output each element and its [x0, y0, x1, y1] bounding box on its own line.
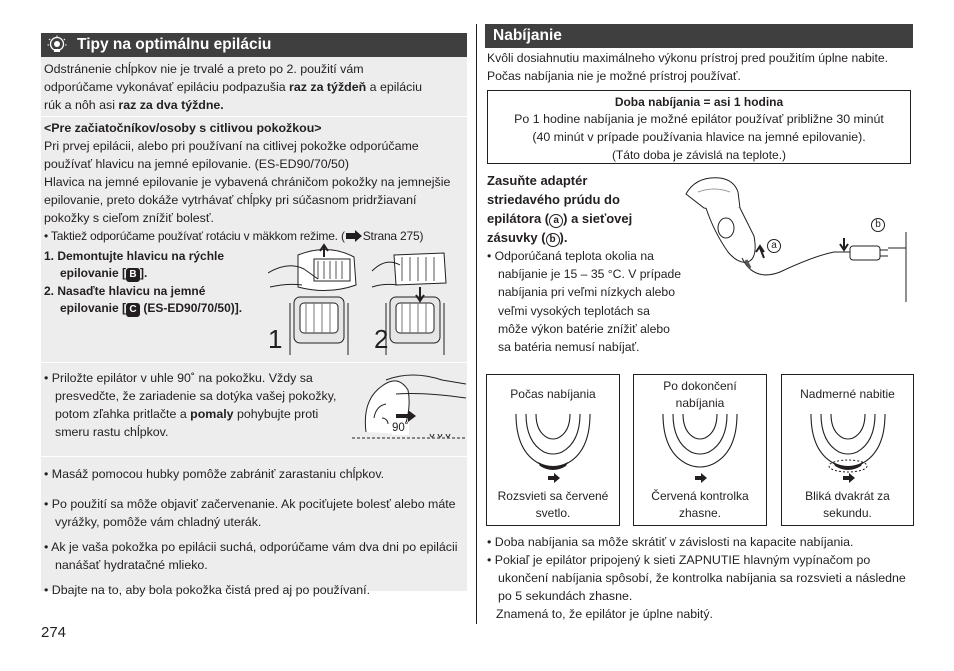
callout-a: a	[549, 214, 563, 228]
beginners-bullet: • Taktiež odporúčame používať rotáciu v mäkkom režime. ( Strana 275)	[44, 228, 424, 243]
tip-item: • Ak je vaša pokožka po epilácii suchá, odporúčame vám dva dni po epilácii nanášať hydratačné mlieko.	[44, 539, 458, 572]
tip-item: • Dbajte na to, aby bola pokožka čistá pred aj po používaní.	[44, 582, 371, 597]
note-final: Znamená to, že epilátor je úplne nabitý.	[496, 606, 713, 621]
callout-b: b	[546, 233, 560, 247]
indicator-led-icon	[655, 412, 745, 484]
tips-intro: Odstránenie chĺpkov nie je trvalé a preto po 2. použití vám odporúčame vykonávať epiláciu podpazušia raz za týždeň a epiláciu rúk a nôh asi raz za dva týždne.	[44, 62, 422, 112]
badge-c: C	[126, 303, 140, 317]
charging-intro: Kvôli dosiahnutiu maximálneho výkonu prístroj pred použitím úplne nabite. Počas nabíjania nie je možné prístroj používať.	[487, 51, 889, 83]
step-figure-1: 1	[268, 324, 283, 354]
figure-label-b: b	[871, 218, 885, 232]
note-item: • Pokiaľ je epilátor pripojený k sieti ZAPNUTIE hlavným vypínačom po ukončení nabíjania spôsobí, že kontrolka nabíjania sa rozsvieti a následne po 5 sekundách zhasne.	[487, 552, 906, 603]
tip-item: • Masáž pomocou hubky pomôže zabrániť zarastaniu chĺpkov.	[44, 467, 385, 481]
badge-b: B	[126, 268, 140, 282]
page-number: 274	[41, 624, 67, 641]
temperature-note: • Odporúčaná teplota okolia na nabíjanie je 15 – 35 °C. V prípade nabíjania pri veľmi nízkych alebo veľmi vysokých teplotách sa môže výkon batérie znížiť alebo sa batéria nemusí nabíjať.	[487, 249, 682, 354]
tips-divider	[41, 456, 467, 457]
beginners-text-2: Hlavica na jemné epilovanie je vybavená chráničom pokožky na jemnejšie epilovanie, preto dokáže vytrhávať chĺpky pri súčasnom pridržiavaní pokožky s cieľom znížiť bolesť.	[44, 174, 451, 225]
indicator-bottom-label: Rozsvieti sa červené svetlo.	[497, 489, 609, 520]
angle-illustration	[352, 370, 466, 444]
indicator-led-icon	[803, 412, 893, 484]
head-swap-steps: 1. Demontujte hlavicu na rýchle epilovanie [ B ]. 2. Nasaďte hlavicu na jemné epilovanie [ C (ES-ED90/70/50)].	[44, 249, 243, 316]
angle-instruction: • Priložte epilátor v uhle 90˚ na pokožku. Vždy sa presvedčte, že zariadenie sa dotýka vašej pokožky, potom zľahka pritlačte a pomaly pohybujte proti smeru rastu chĺpkov.	[44, 371, 337, 439]
tips-divider	[41, 116, 467, 117]
tips-divider	[41, 362, 467, 363]
indicator-led-icon	[508, 412, 598, 484]
indicator-top-label: Nadmerné nabitie	[800, 387, 895, 401]
arrow-right-icon	[345, 230, 363, 242]
indicator-top-label: Po dokončení nabíjania	[663, 379, 737, 410]
head-swap-illustration	[268, 243, 466, 358]
plug-instruction: Zasuňte adaptér striedavého prúdu do epilátora ( a ) a sieťovej zásuvky ( b ). • Odporúčaná teplota okolia na nabíjanie je 15 – 35 °C. V prípade nabíjania pri veľmi nízkych alebo veľmi vysokých teplotách sa môže výkon batérie znížiť alebo sa batéria nemusí nabíjať.	[487, 172, 687, 356]
tips-header	[41, 33, 467, 57]
charging-title: Nabíjanie	[493, 27, 562, 44]
figure-label-a: a	[767, 239, 781, 253]
angle-label: 90˚	[392, 422, 409, 434]
indicator-top-label: Počas nabíjania	[510, 387, 596, 401]
indicator-panel-charging	[486, 374, 620, 526]
indicator-panel-completed	[633, 374, 767, 526]
tip-item: • Po použití sa môže objaviť začervenanie. Ak pociťujete bolesť alebo máte vyrážky, pomôže vám chladný uterák.	[44, 496, 456, 529]
lightbulb-icon	[47, 35, 67, 55]
note-item: • Doba nabíjania sa môže skrátiť v závislosti na kapacite nabíjania.	[487, 535, 854, 549]
charging-time-box: Doba nabíjania = asi 1 hodina Po 1 hodine nabíjania je možné epilátor používať približne 30 minút (40 minút v prípade používania hlavice na jemné epilovanie). (Táto doba je závislá na teplote.)	[487, 90, 911, 164]
charging-notes	[487, 534, 913, 624]
beginners-section	[44, 120, 466, 245]
charging-header	[485, 24, 913, 48]
step-figure-2: 2	[374, 324, 389, 354]
indicator-bottom-label: Červená kontrolka zhasne.	[651, 489, 749, 520]
beginners-heading: <Pre začiatočníkov/osoby s citlivou pokožkou>	[44, 121, 322, 135]
charging-time-title: Doba nabíjania = asi 1 hodina	[614, 95, 784, 109]
indicator-panel-overcharge	[781, 374, 915, 526]
indicator-bottom-label: Bliká dvakrát za sekundu.	[805, 489, 890, 520]
charging-illustration	[684, 172, 914, 302]
tips-title: Tipy na optimálnu epiláciu	[77, 36, 272, 53]
column-divider	[476, 24, 477, 624]
beginners-text-1: Pri prvej epilácii, alebo pri používaní na citlivej pokožke odporúčame používať hlavicu na jemné epilovanie. (ES-ED90/70/50)	[44, 138, 419, 171]
tips-list	[44, 466, 462, 607]
